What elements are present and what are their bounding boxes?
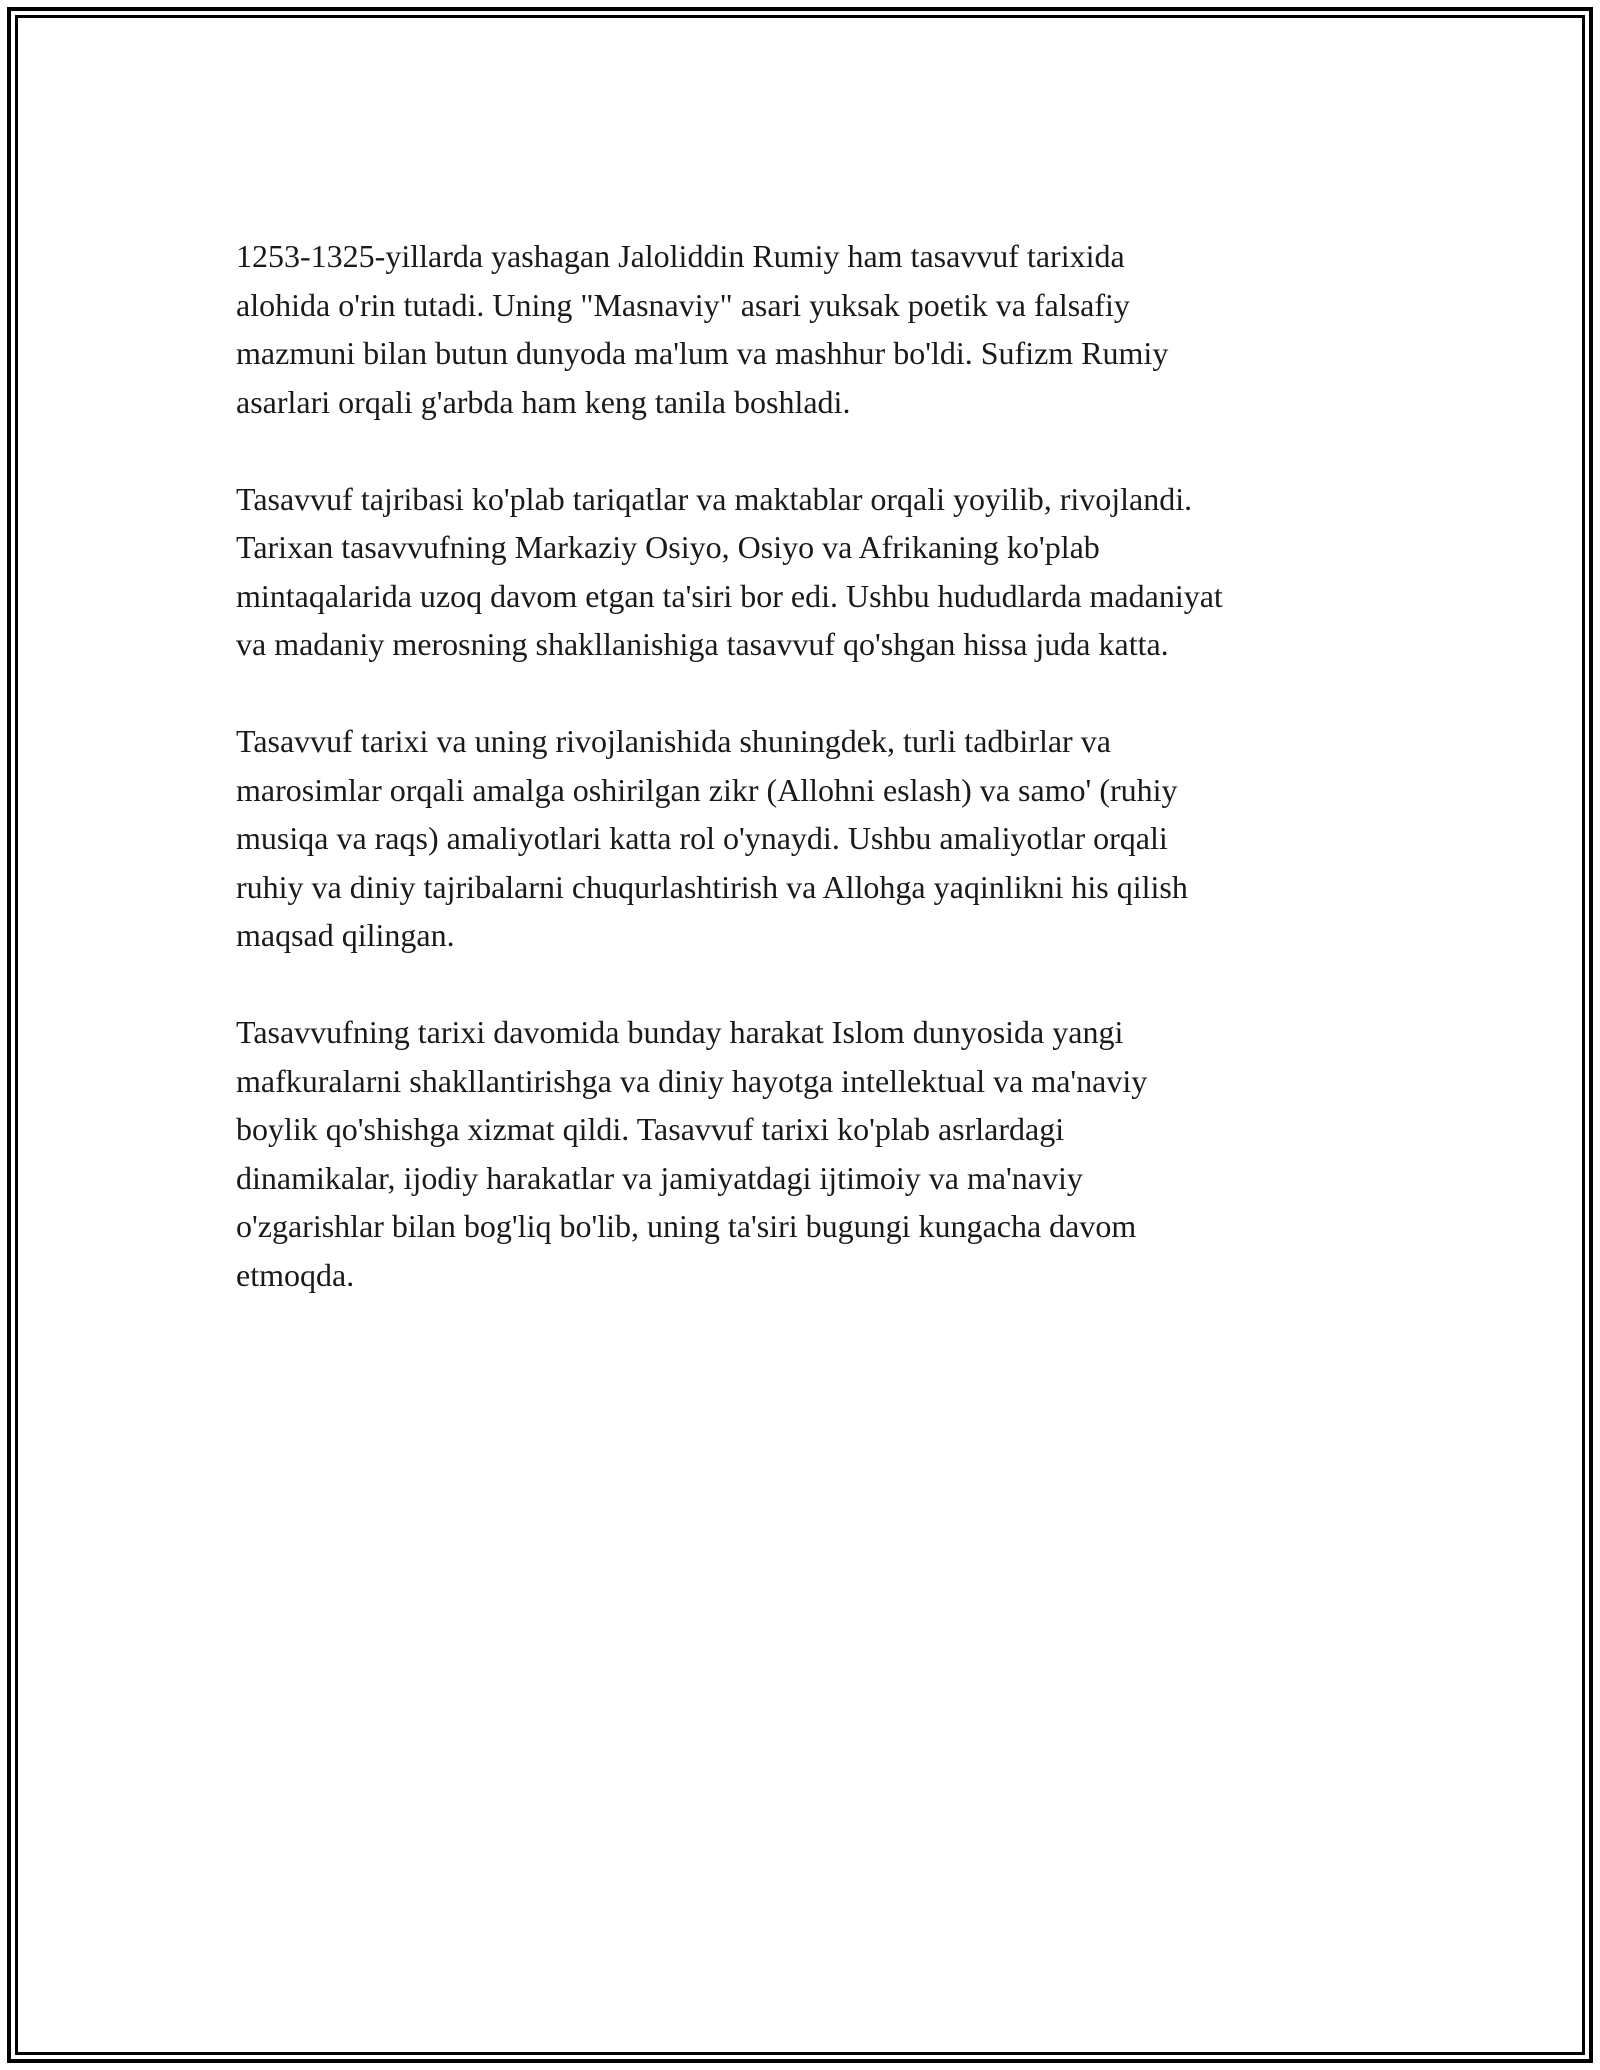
paragraph-zikr-samo: Tasavvuf tarixi va uning rivojlanishida shuningdek, turli tadbirlar va marosimlar orqali amalga oshirilgan zikr (Allohni eslash) va samo' (ruhiy musiqa va raqs) amaliyotlari katta rol o'ynaydi. Ushbu amaliyotlar orqali ruhiy va diniy tajribalarni chuqurlashtirish va Allohga yaqinlikni his qilish maqsad qilingan. [236, 723, 1188, 953]
paragraph-rumiy: 1253-1325-yillarda yashagan Jaloliddin Rumiy ham tasavvuf tarixida alohida o'rin tutadi. Uning "Masnaviy" asari yuksak poetik va falsafiy mazmuni bilan butun dunyoda ma'lum va mashhur bo'ldi. Sufizm Rumiy asarlari orqali g'arbda ham keng tanila boshladi. [236, 238, 1169, 420]
document-body [236, 232, 1376, 1299]
paragraph-tariqatlar: Tasavvuf tajribasi ko'plab tariqatlar va maktablar orqali yoyilib, rivojlandi. Tarixan tasavvufning Markaziy Osiyo, Osiyo va Afrikaning ko'plab mintaqalarida uzoq davom etgan ta'siri bor edi. Ushbu hududlarda madaniyat va madaniy merosning shakllanishiga tasavvuf qo'shgan hissa juda katta. [236, 480, 1223, 662]
paragraph-tarixi-davomida: Tasavvufning tarixi davomida bunday harakat Islom dunyosida yangi mafkuralarni shakllantirishga va diniy hayotga intellektual va ma'naviy boylik qo'shishga xizmat qildi. Tasavvuf tarixi ko'plab asrlardagi dinamikalar, ijodiy harakatlar va jamiyatdagi ijtimoiy va ma'naviy o'zgarishlar bilan bog'liq bo'lib, uning ta'siri bugungi kungacha davom etmoqda. [236, 1014, 1148, 1293]
